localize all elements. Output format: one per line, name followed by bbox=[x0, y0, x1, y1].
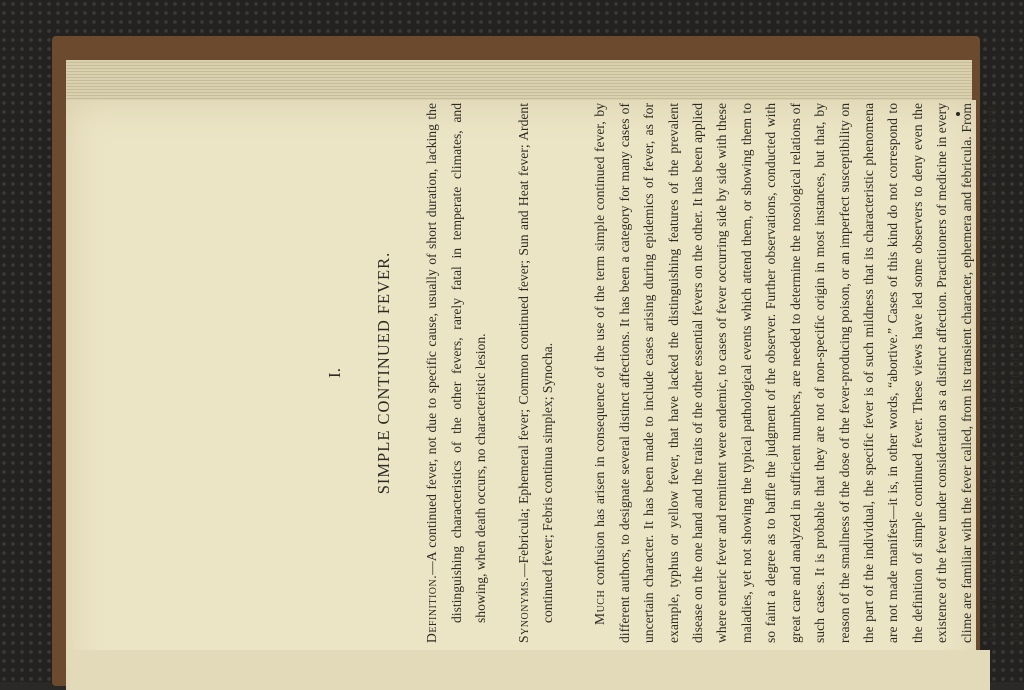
chapter-number: I. bbox=[325, 368, 344, 378]
facing-page-edge bbox=[70, 650, 990, 690]
definition-text: —A continued fever, not due to specific cause, usually of short duration, lacking the distinguishing characteristics of the other fevers, rarely fatal in temperate climates, and showing, when death occurs, no characteristic lesion. bbox=[424, 103, 489, 623]
synonyms-label: Synonyms. bbox=[515, 576, 531, 643]
synonyms-paragraph bbox=[512, 103, 561, 643]
chapter-title: SIMPLE CONTINUED FEVER. bbox=[374, 251, 393, 495]
body-lead: Much bbox=[592, 589, 608, 625]
body-paragraph bbox=[588, 103, 1024, 643]
body-text: confusion has arisen in consequence of the use of the term simple continued fever, by different authors, to designate several distinct affections. It has been a category for many cases of uncertain character. It has been made to include cases arising during epidemics of fever, as for example, typhus or yellow fever, that have lacked the distinguishing features of the prevalent disease on the one hand and the traits of the other essential fevers on the other. It has been applied where enteric fever and remittent were endemic, to cases of fever occurring side by side with these maladies, yet not showing the typical pathological events which attend them, or showing them to so faint a degree as to baffle the judgment of the observer. Further observations, conducted with great care and analyzed in sufficient numbers, are needed to determine the nosological relations of such cases. It is probable that they are not of non-specific origin in most instances, but that, by reason of the smallness of the dose of the fever-producing poison, or an imperfect susceptibility on the part of the individual, the specific fever is of such mildness that its characteristic phenomena are not made manifest—it is, in other words, “abortive.” Cases of this kind do not correspond to the definition of simple continued fever. These views have led some observers to deny even the existence of the fever under consideration as a distinct affection. Practitioners of medicine in every clime are familiar with the fever called, from its transient character, ephemera and febricula. From a duration of one, two, or three days, which is common, this fever may, without other modification, in rare examples, be extended over a period of ten or twelve bbox=[592, 103, 1023, 643]
definition-label: Definition. bbox=[424, 574, 440, 643]
synonyms-text: —Febricula; Ephemeral fever; Common continued fever; Sun and Heat fever; Ardent continued fever; Febris continua simplex; Synocha. bbox=[515, 103, 556, 623]
definition-paragraph bbox=[420, 103, 493, 643]
page-text bbox=[320, 103, 1023, 643]
